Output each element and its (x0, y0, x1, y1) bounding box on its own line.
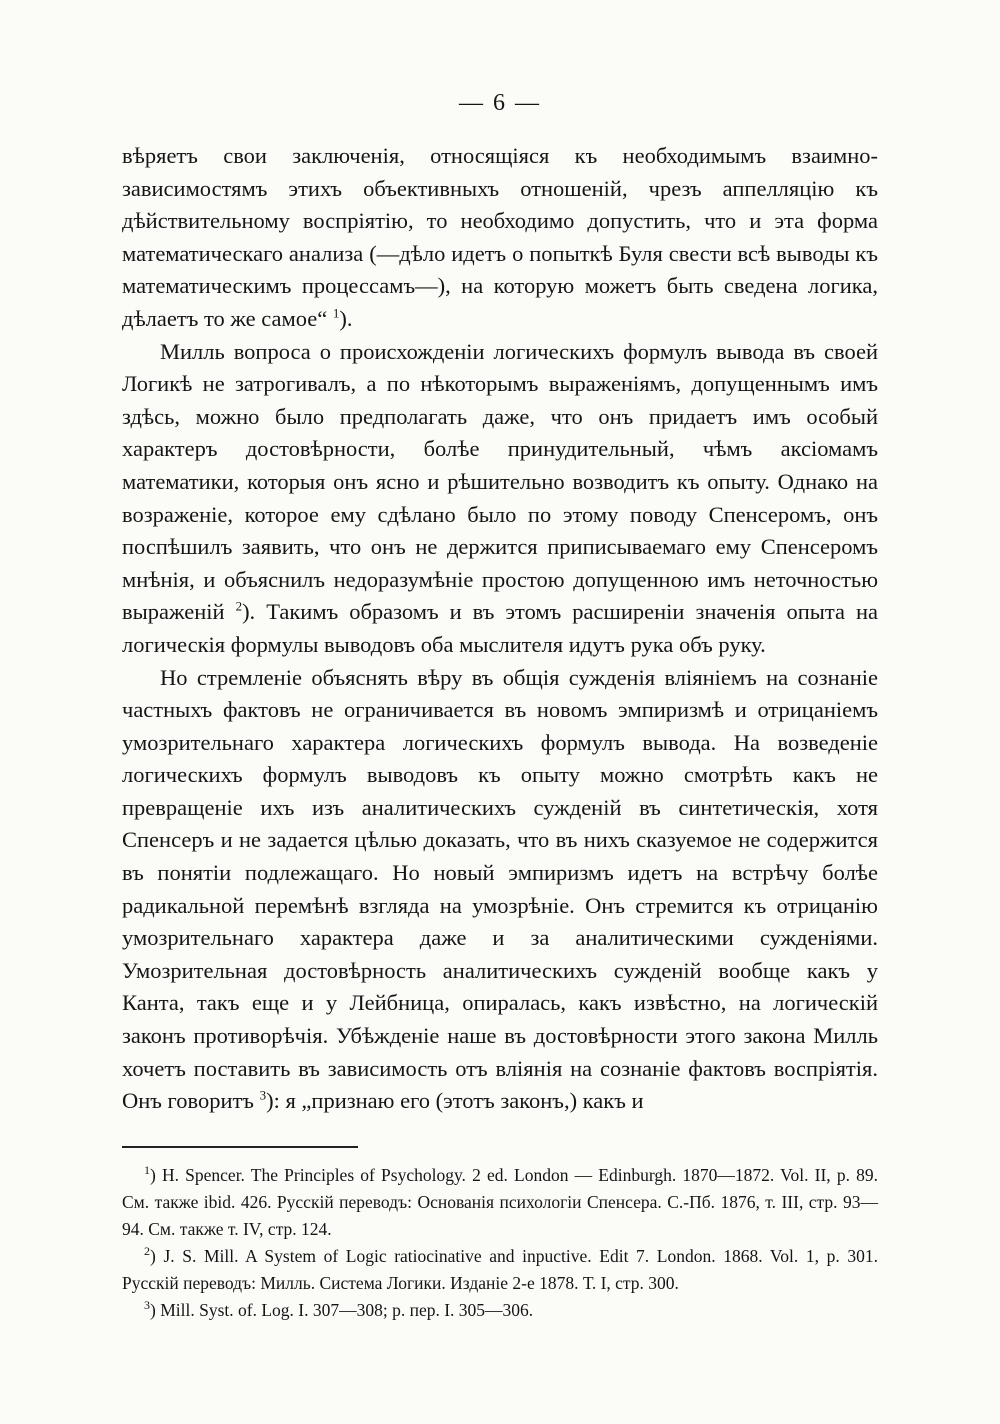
paragraph-3-tail: ): я „признаю его (этотъ законъ,) какъ и (266, 1088, 644, 1114)
footnote-3-text: ) Mill. Syst. of. Log. I. 307—308; р. пер. I. 305—306. (150, 1299, 534, 1320)
footnote-1 (122, 1162, 878, 1243)
page (122, 86, 878, 1324)
footnote-2 (122, 1243, 878, 1297)
paragraph-1 (122, 140, 878, 336)
paragraph-1-text: вѣряетъ свои заключенія, относящіяся къ необходимымъ взаимно-зависимостямъ этихъ объективныхъ отношеній, чрезъ аппелляцію къ дѣйствительному воспріятію, то необходимо допустить, что и эта форма математическаго анализа (—дѣло идетъ о попыткѣ Буля свести всѣ выводы къ математическимъ процессамъ—), на которую можетъ быть сведена логика, дѣлаетъ то же самое“ (122, 143, 878, 331)
footnote-3 (122, 1297, 878, 1324)
footnote-ref-1: 1 (332, 305, 340, 321)
footnote-2-text: ) J. S. Mill. A System of Logic ratiocinative and inpuctive. Edit 7. London. 1868. Vol. 1, p. 301. Русскій переводъ: Милль. Система Логики. Изданіе 2-е 1878. Т. I, стр. 300. (122, 1245, 878, 1293)
footnote-2-mark: 2 (144, 1243, 150, 1258)
paragraph-2-tail: ). Такимъ образомъ и въ этомъ расширеніи значенія опыта на логическія формулы выводовъ оба мыслителя идутъ рука объ руку. (122, 599, 878, 657)
paragraph-1-tail: ). (339, 305, 353, 331)
footnote-ref-2: 2 (235, 598, 243, 614)
footnote-3-mark: 3 (144, 1297, 150, 1312)
page-number: — 6 — (459, 90, 541, 116)
footnote-ref-3: 3 (259, 1087, 267, 1103)
footnote-1-mark: 1 (144, 1162, 150, 1177)
footnote-divider (122, 1146, 358, 1148)
footnote-1-text: ) H. Spencer. The Principles of Psychology. 2 ed. London — Edinburgh. 1870—1872. Vol. II, p. 89. См. также ibid. 426. Русскій переводъ: Основанія психологіи Спенсера. С.-Пб. 1876, т. III, стр. 93—94. См. также т. IV, стр. 124. (122, 1164, 878, 1239)
paragraph-2 (122, 336, 878, 662)
footnotes (122, 1162, 878, 1324)
paragraph-2-text: Милль вопроса о происхожденіи логическихъ формулъ вывода въ своей Логикѣ не затрогивалъ, а по нѣкоторымъ выраженіямъ, допущеннымъ имъ здѣсь, можно было предполагать даже, что онъ придаетъ имъ особый характеръ достовѣрности, болѣе принудительный, чѣмъ аксіомамъ математики, которыя онъ ясно и рѣшительно возводитъ къ опыту. Однако на возраженіе, которое ему сдѣлано было по этому поводу Спенсеромъ, онъ поспѣшилъ заявить, что онъ не держится приписываемаго ему Спенсеромъ мнѣнія, и объяснилъ недоразумѣніе простою допущенною имъ неточностью выраженій (122, 338, 878, 625)
paragraph-3-text: Но стремленіе объяснять вѣру въ общія сужденія вліяніемъ на сознаніе частныхъ фактовъ не ограничивается въ новомъ эмпиризмѣ и отрицаніемъ умозрительнаго характера логическихъ формулъ вывода. На возведеніе логическихъ формулъ выводовъ къ опыту можно смотрѣть какъ не превращеніе ихъ изъ аналитическихъ сужденій въ синтетическія, хотя Спенсеръ и не задается цѣлью доказать, что въ нихъ сказуемое не содержится въ понятіи подлежащаго. Но новый эмпиризмъ идетъ на встрѣчу болѣе радикальной перемѣнѣ взгляда на умозрѣніе. Онъ стремится къ отрицанію умозрительнаго характера даже и за аналитическими сужденіями. Умозрительная достовѣрность аналитическихъ сужденій вообще какъ у Канта, такъ еще и у Лейбница, опиралась, какъ извѣстно, на логическій законъ противорѣчія. Убѣжденіе наше въ достовѣрности этого закона Милль хочетъ поставить въ зависимость отъ вліянія на сознаніе фактовъ воспріятія. Онъ говоритъ (122, 664, 878, 1114)
paragraph-3 (122, 662, 878, 1118)
body-text (122, 140, 878, 1118)
